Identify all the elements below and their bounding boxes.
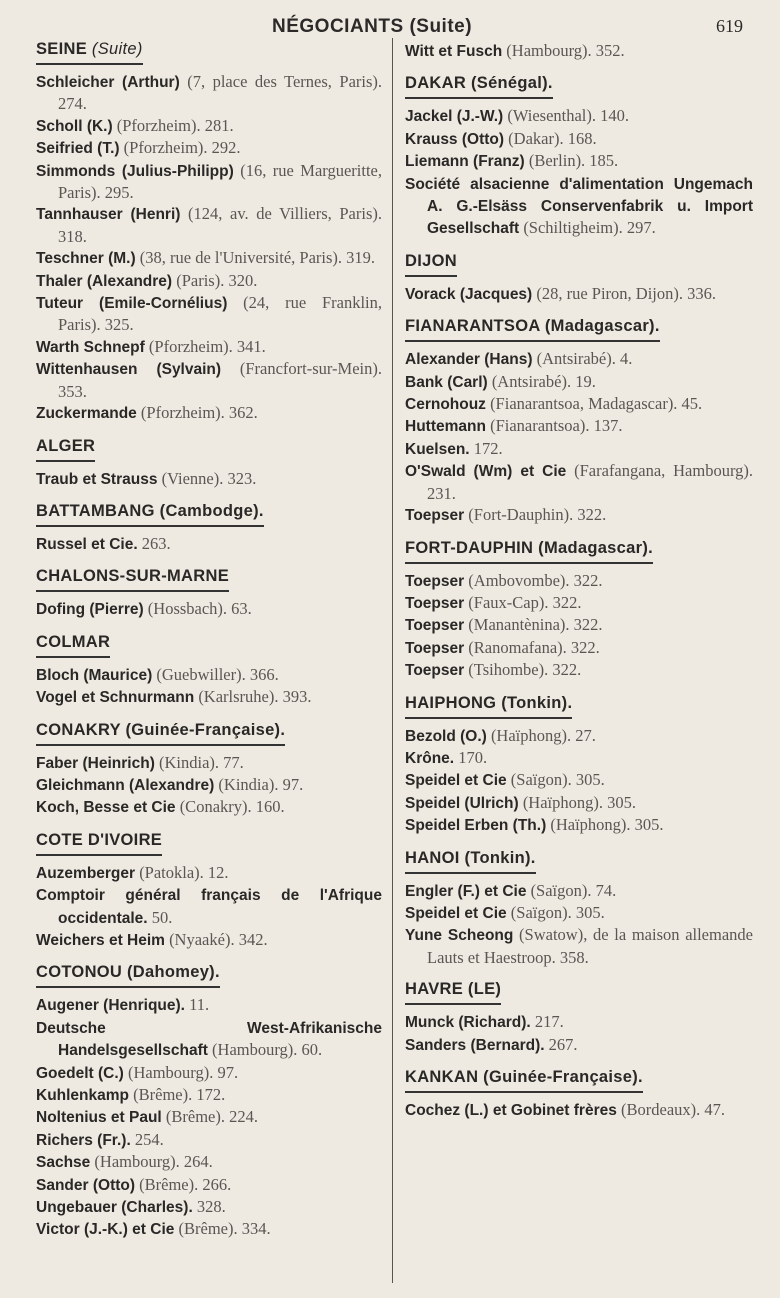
merchant-details: (Fianarantsoa). 137. [490, 416, 623, 436]
merchant-name: Simmonds (Julius-Philipp) [36, 162, 234, 180]
merchant-name: Kuelsen. [405, 440, 470, 458]
merchant-details: (Pforzheim). 362. [140, 403, 258, 423]
city-heading [405, 980, 501, 1005]
merchant-entry [36, 468, 382, 490]
merchant-details: (28, rue Piron, Dijon). 336. [536, 283, 716, 303]
merchant-name: Sanders (Bernard). [405, 1036, 545, 1054]
merchant-name: Jackel (J.-W.) [405, 108, 504, 126]
city-section [36, 40, 382, 425]
city-heading [36, 567, 229, 592]
merchant-name: Toepser [405, 594, 465, 612]
merchant-entry [405, 173, 753, 240]
merchant-entry [36, 598, 382, 620]
merchant-details: (38, rue de l'Université, Paris). 319. [139, 248, 376, 268]
merchant-entry [36, 929, 382, 951]
merchant-name: Krône. [405, 749, 455, 767]
merchant-details: (Brême). 224. [165, 1107, 258, 1127]
merchant-name: Société alsacienne d'alimentation Ungemach A. G.-Elsäss Conservenfabrik u. Import Gesellschaft [405, 175, 753, 238]
merchant-entry [405, 40, 753, 62]
merchant-details: (Vienne). 323. [161, 468, 257, 488]
merchant-details: (Antsirabé). 4. [536, 349, 633, 369]
city-section [36, 633, 382, 709]
city-heading-text: COTE D'IVOIRE [36, 830, 163, 849]
merchant-details: (Saïgon). 74. [530, 880, 617, 900]
city-section [405, 317, 753, 526]
city-section [405, 980, 753, 1056]
merchant-entry [405, 792, 753, 814]
merchant-entry [36, 137, 382, 159]
city-section [36, 567, 382, 620]
left-column [36, 40, 382, 1253]
city-section [405, 849, 753, 969]
merchant-entry [36, 752, 382, 774]
merchant-details: (Pforzheim). 292. [123, 138, 241, 158]
merchant-details: (Hambourg). 60. [212, 1040, 323, 1060]
merchant-entry [405, 570, 753, 592]
city-heading [36, 40, 143, 65]
merchant-entry [36, 1062, 382, 1084]
merchant-details: (Paris). 320. [176, 270, 258, 290]
city-heading [405, 849, 536, 874]
city-heading [36, 721, 285, 746]
merchant-details: (Hambourg). 352. [506, 41, 625, 60]
city-heading [405, 539, 653, 564]
merchant-details: (Conakry). 160. [179, 797, 285, 817]
merchant-name: Warth Schnepf [36, 338, 145, 356]
city-section [405, 252, 753, 305]
merchant-details: (7, place des Ternes, Paris). 274. [58, 72, 383, 114]
merchant-name: Seifried (T.) [36, 140, 120, 158]
city-section [36, 831, 382, 952]
page-header [0, 14, 780, 42]
merchant-entry [36, 358, 382, 402]
merchant-entry [405, 725, 753, 747]
merchant-name: Scholl (K.) [36, 117, 113, 135]
merchant-entry [405, 128, 753, 150]
merchant-details: (Ranomafana). 322. [468, 637, 600, 657]
merchant-entry [36, 1218, 382, 1240]
merchant-name: Gleichmann (Alexandre) [36, 776, 215, 794]
merchant-details: (Nyaaké). 342. [169, 929, 268, 949]
merchant-entry [405, 814, 753, 836]
merchant-details: (Patokla). 12. [139, 862, 229, 882]
merchant-entry [36, 1129, 382, 1151]
merchant-name: Victor (J.-K.) et Cie [36, 1221, 175, 1239]
merchant-entry [36, 115, 382, 137]
merchant-details: (16, rue Margueritte, Paris). 295. [58, 160, 382, 203]
merchant-name: Tuteur (Emile-Cornélius) [36, 295, 228, 313]
city-section [36, 437, 382, 490]
merchant-name: Toepser [405, 572, 465, 590]
merchant-name: Speidel Erben (Th.) [405, 817, 547, 835]
merchant-name: Liemann (Franz) [405, 153, 525, 171]
city-heading-text: DIJON [405, 251, 457, 270]
merchant-details: (Haïphong). 305. [522, 792, 637, 812]
merchant-details: (Kindia). 97. [218, 774, 304, 794]
merchant-name: Speidel et Cie [405, 772, 507, 790]
merchant-entry [36, 862, 382, 884]
merchant-entry [36, 884, 382, 929]
city-heading-text: CHALONS-SUR-MARNE [36, 567, 230, 586]
city-heading-text: HAVRE (LE) [405, 980, 502, 999]
city-section [405, 539, 753, 682]
merchant-entry [405, 592, 753, 614]
city-section [405, 694, 753, 837]
merchant-name: Speidel (Ulrich) [405, 794, 519, 812]
merchant-name: Goedelt (C.) [36, 1064, 124, 1082]
merchant-name: Toepser [405, 662, 465, 680]
merchant-entry [36, 247, 382, 269]
merchant-details: 254. [134, 1129, 164, 1149]
page-number: 619 [716, 16, 743, 36]
merchant-details: (Brême). 172. [133, 1085, 226, 1104]
city-section [405, 74, 753, 239]
merchant-entry [405, 769, 753, 791]
merchant-entry [36, 1084, 382, 1106]
merchant-details: (Tsihombe). 322. [468, 660, 582, 680]
merchant-details: (Swatow), de la maison allemande Lauts et Haestroop. 358. [427, 925, 753, 967]
merchant-entry [405, 880, 753, 902]
merchant-name: Russel et Cie. [36, 535, 138, 553]
merchant-details: 263. [141, 533, 171, 553]
merchant-name: Weichers et Heim [36, 931, 165, 949]
merchant-name: Comptoir général français de l'Afrique occidentale. [36, 887, 382, 927]
merchant-details: (Haïphong). 305. [550, 815, 664, 835]
city-heading-text: FORT-DAUPHIN (Madagascar). [405, 538, 654, 557]
merchant-details: (Dakar). 168. [508, 128, 597, 148]
merchant-details: 11. [189, 995, 210, 1015]
merchant-name: Wittenhausen (Sylvain) [36, 361, 222, 379]
merchant-entry [36, 796, 382, 818]
city-heading [405, 694, 572, 719]
merchant-details: 172. [473, 438, 503, 458]
merchant-details: 328. [196, 1197, 226, 1217]
merchant-name: Cochez (L.) et Gobinet frères [405, 1102, 617, 1119]
merchant-details: (Brême). 266. [139, 1174, 232, 1194]
merchant-details: (Berlin). 185. [528, 151, 619, 171]
city-heading [36, 502, 264, 527]
city-heading-text: BATTAMBANG (Cambodge). [36, 501, 264, 520]
merchant-name: Speidel et Cie [405, 904, 507, 922]
city-heading-text: DAKAR (Sénégal). [405, 74, 553, 93]
merchant-details: 267. [548, 1034, 578, 1054]
merchant-details: (Schiltigheim). 297. [523, 218, 656, 238]
merchant-details: (Pforzheim). 281. [116, 115, 234, 135]
merchant-name: Sachse [36, 1154, 91, 1172]
city-heading [405, 317, 660, 342]
merchant-name: Richers (Fr.). [36, 1131, 131, 1149]
merchant-entry [36, 160, 382, 204]
city-heading-text: KANKAN (Guinée-Française). [405, 1068, 643, 1086]
merchant-entry [405, 460, 753, 504]
merchant-name: Cernohouz [405, 396, 486, 414]
merchant-details: 217. [534, 1012, 564, 1032]
merchant-details: (Brême). 334. [178, 1219, 271, 1239]
merchant-entry [36, 994, 382, 1016]
merchant-details: (Francfort-sur-Mein). 353. [58, 359, 382, 401]
city-heading [405, 1068, 643, 1093]
merchant-entry [36, 533, 382, 555]
city-section [36, 502, 382, 555]
merchant-details: (Fort-Dauphin). 322. [468, 505, 607, 525]
city-heading [36, 437, 95, 462]
city-heading-text: HAIPHONG (Tonkin). [405, 693, 573, 712]
merchant-name: Tannhauser (Henri) [36, 206, 181, 224]
merchant-details: (Hambourg). 97. [127, 1062, 239, 1082]
merchant-details: (Bordeaux). 47. [621, 1100, 726, 1119]
merchant-entry [405, 371, 753, 393]
merchant-entry [36, 664, 382, 686]
merchant-details: (Hossbach). 63. [147, 599, 252, 619]
merchant-entry [36, 71, 382, 115]
merchant-entry [405, 283, 753, 305]
merchant-details: (Wiesenthal). 140. [507, 106, 630, 126]
merchant-name: Sander (Otto) [36, 1176, 136, 1194]
city-heading-text: HANOI (Tonkin). [405, 848, 536, 867]
merchant-details: (Saïgon). 305. [510, 902, 605, 922]
merchant-entry [405, 150, 753, 172]
page-title: NÉGOCIANTS (Suite) [272, 16, 473, 37]
city-heading [405, 74, 553, 99]
merchant-entry [36, 292, 382, 336]
merchant-entry [36, 1151, 382, 1173]
merchant-entry [405, 747, 753, 769]
city-heading-text: CONAKRY (Guinée-Française). [36, 720, 286, 739]
merchant-name: Bank (Carl) [405, 373, 488, 391]
merchant-entry [405, 1099, 753, 1121]
merchant-entry [36, 1106, 382, 1128]
merchant-details: (124, av. de Villiers, Paris). 318. [58, 204, 382, 246]
city-heading [36, 633, 110, 658]
merchant-entry [405, 504, 753, 526]
city-heading-text: FIANARANTSOA (Madagascar). [405, 317, 660, 336]
merchant-details: (Guebwiller). 366. [156, 664, 279, 684]
merchant-entry [405, 105, 753, 127]
merchant-entry [405, 1011, 753, 1033]
merchant-details: (Haïphong). 27. [490, 725, 596, 745]
merchant-name: Huttemann [405, 418, 486, 436]
city-section [405, 40, 753, 62]
merchant-details: (Hambourg). 264. [94, 1152, 213, 1172]
city-section [405, 1068, 753, 1121]
merchant-name: Engler (F.) et Cie [405, 882, 527, 900]
merchant-name: Deutsche West-Afrikanische Handelsgesellschaft [36, 1019, 382, 1060]
merchant-name: Toepser [405, 639, 465, 657]
merchant-details: (Faux-Cap). 322. [468, 592, 582, 612]
merchant-entry [405, 924, 753, 968]
right-column [405, 40, 753, 1133]
city-heading-text: ALGER [36, 436, 96, 455]
merchant-entry [36, 774, 382, 796]
merchant-name: Ungebauer (Charles). [36, 1199, 193, 1217]
merchant-name: Dofing (Pierre) [36, 601, 144, 619]
merchant-details: (Ambovombe). 322. [468, 570, 603, 590]
merchant-entry [405, 393, 753, 415]
city-section [36, 963, 382, 1240]
merchant-name: Vorack (Jacques) [405, 285, 533, 303]
merchant-entry [405, 438, 753, 460]
merchant-name: O'Swald (Wm) et Cie [405, 463, 567, 481]
city-section [36, 721, 382, 819]
merchant-details: (24, rue Franklin, Paris). 325. [58, 293, 382, 335]
merchant-name: Traub et Strauss [36, 470, 158, 488]
merchant-name: Schleicher (Arthur) [36, 74, 180, 91]
merchant-entry [405, 637, 753, 659]
merchant-name: Koch, Besse et Cie [36, 799, 176, 817]
merchant-name: Bezold (O.) [405, 727, 487, 745]
merchant-name: Krauss (Otto) [405, 130, 505, 148]
merchant-name: Toepser [405, 617, 465, 635]
merchant-name: Bloch (Maurice) [36, 666, 153, 684]
merchant-details: (Kindia). 77. [158, 752, 244, 772]
column-divider [392, 38, 393, 1283]
merchant-entry [405, 1034, 753, 1056]
merchant-entry [405, 659, 753, 681]
merchant-entry [405, 348, 753, 370]
merchant-entry [36, 686, 382, 708]
merchant-name: Vogel et Schnurmann [36, 689, 195, 707]
city-heading-text: COTONOU (Dahomey). [36, 963, 220, 982]
merchant-name: Kuhlenkamp [36, 1087, 130, 1104]
merchant-name: Witt et Fusch [405, 43, 503, 60]
merchant-entry [36, 336, 382, 358]
merchant-name: Munck (Richard). [405, 1014, 531, 1032]
merchant-entry [36, 270, 382, 292]
merchant-entry [36, 203, 382, 247]
merchant-entry [36, 1017, 382, 1062]
merchant-entry [405, 614, 753, 636]
merchant-details: (Karlsruhe). 393. [198, 687, 312, 707]
city-heading-text: SEINE [36, 40, 88, 58]
merchant-details: 170. [458, 747, 488, 767]
merchant-name: Noltenius et Paul [36, 1109, 162, 1127]
merchant-details: 50. [151, 907, 173, 927]
merchant-name: Yune Scheong [405, 927, 514, 945]
merchant-details: (Manantènina). 322. [468, 615, 603, 635]
merchant-name: Teschner (M.) [36, 250, 136, 268]
city-heading-suffix: (Suite) [91, 40, 143, 58]
city-heading [36, 963, 220, 988]
city-heading [405, 252, 457, 277]
merchant-details: (Saïgon). 305. [510, 770, 605, 790]
merchant-name: Alexander (Hans) [405, 351, 533, 369]
merchant-name: Faber (Heinrich) [36, 754, 155, 772]
city-heading-text: COLMAR [36, 632, 111, 651]
merchant-entry [36, 402, 382, 424]
merchant-name: Augener (Henrique). [36, 997, 185, 1015]
merchant-entry [36, 1196, 382, 1218]
merchant-entry [36, 1174, 382, 1196]
merchant-name: Auzemberger [36, 864, 136, 882]
merchant-details: (Farafangana, Hambourg). 231. [427, 461, 754, 503]
merchant-entry [405, 415, 753, 437]
merchant-name: Zuckermande [36, 405, 137, 423]
merchant-name: Thaler (Alexandre) [36, 272, 173, 290]
merchant-name: Toepser [405, 507, 465, 525]
city-heading [36, 831, 162, 856]
merchant-details: (Pforzheim). 341. [148, 336, 266, 356]
merchant-details: (Fianarantsoa, Madagascar). 45. [490, 394, 703, 414]
merchant-entry [405, 902, 753, 924]
merchant-details: (Antsirabé). 19. [491, 371, 596, 391]
